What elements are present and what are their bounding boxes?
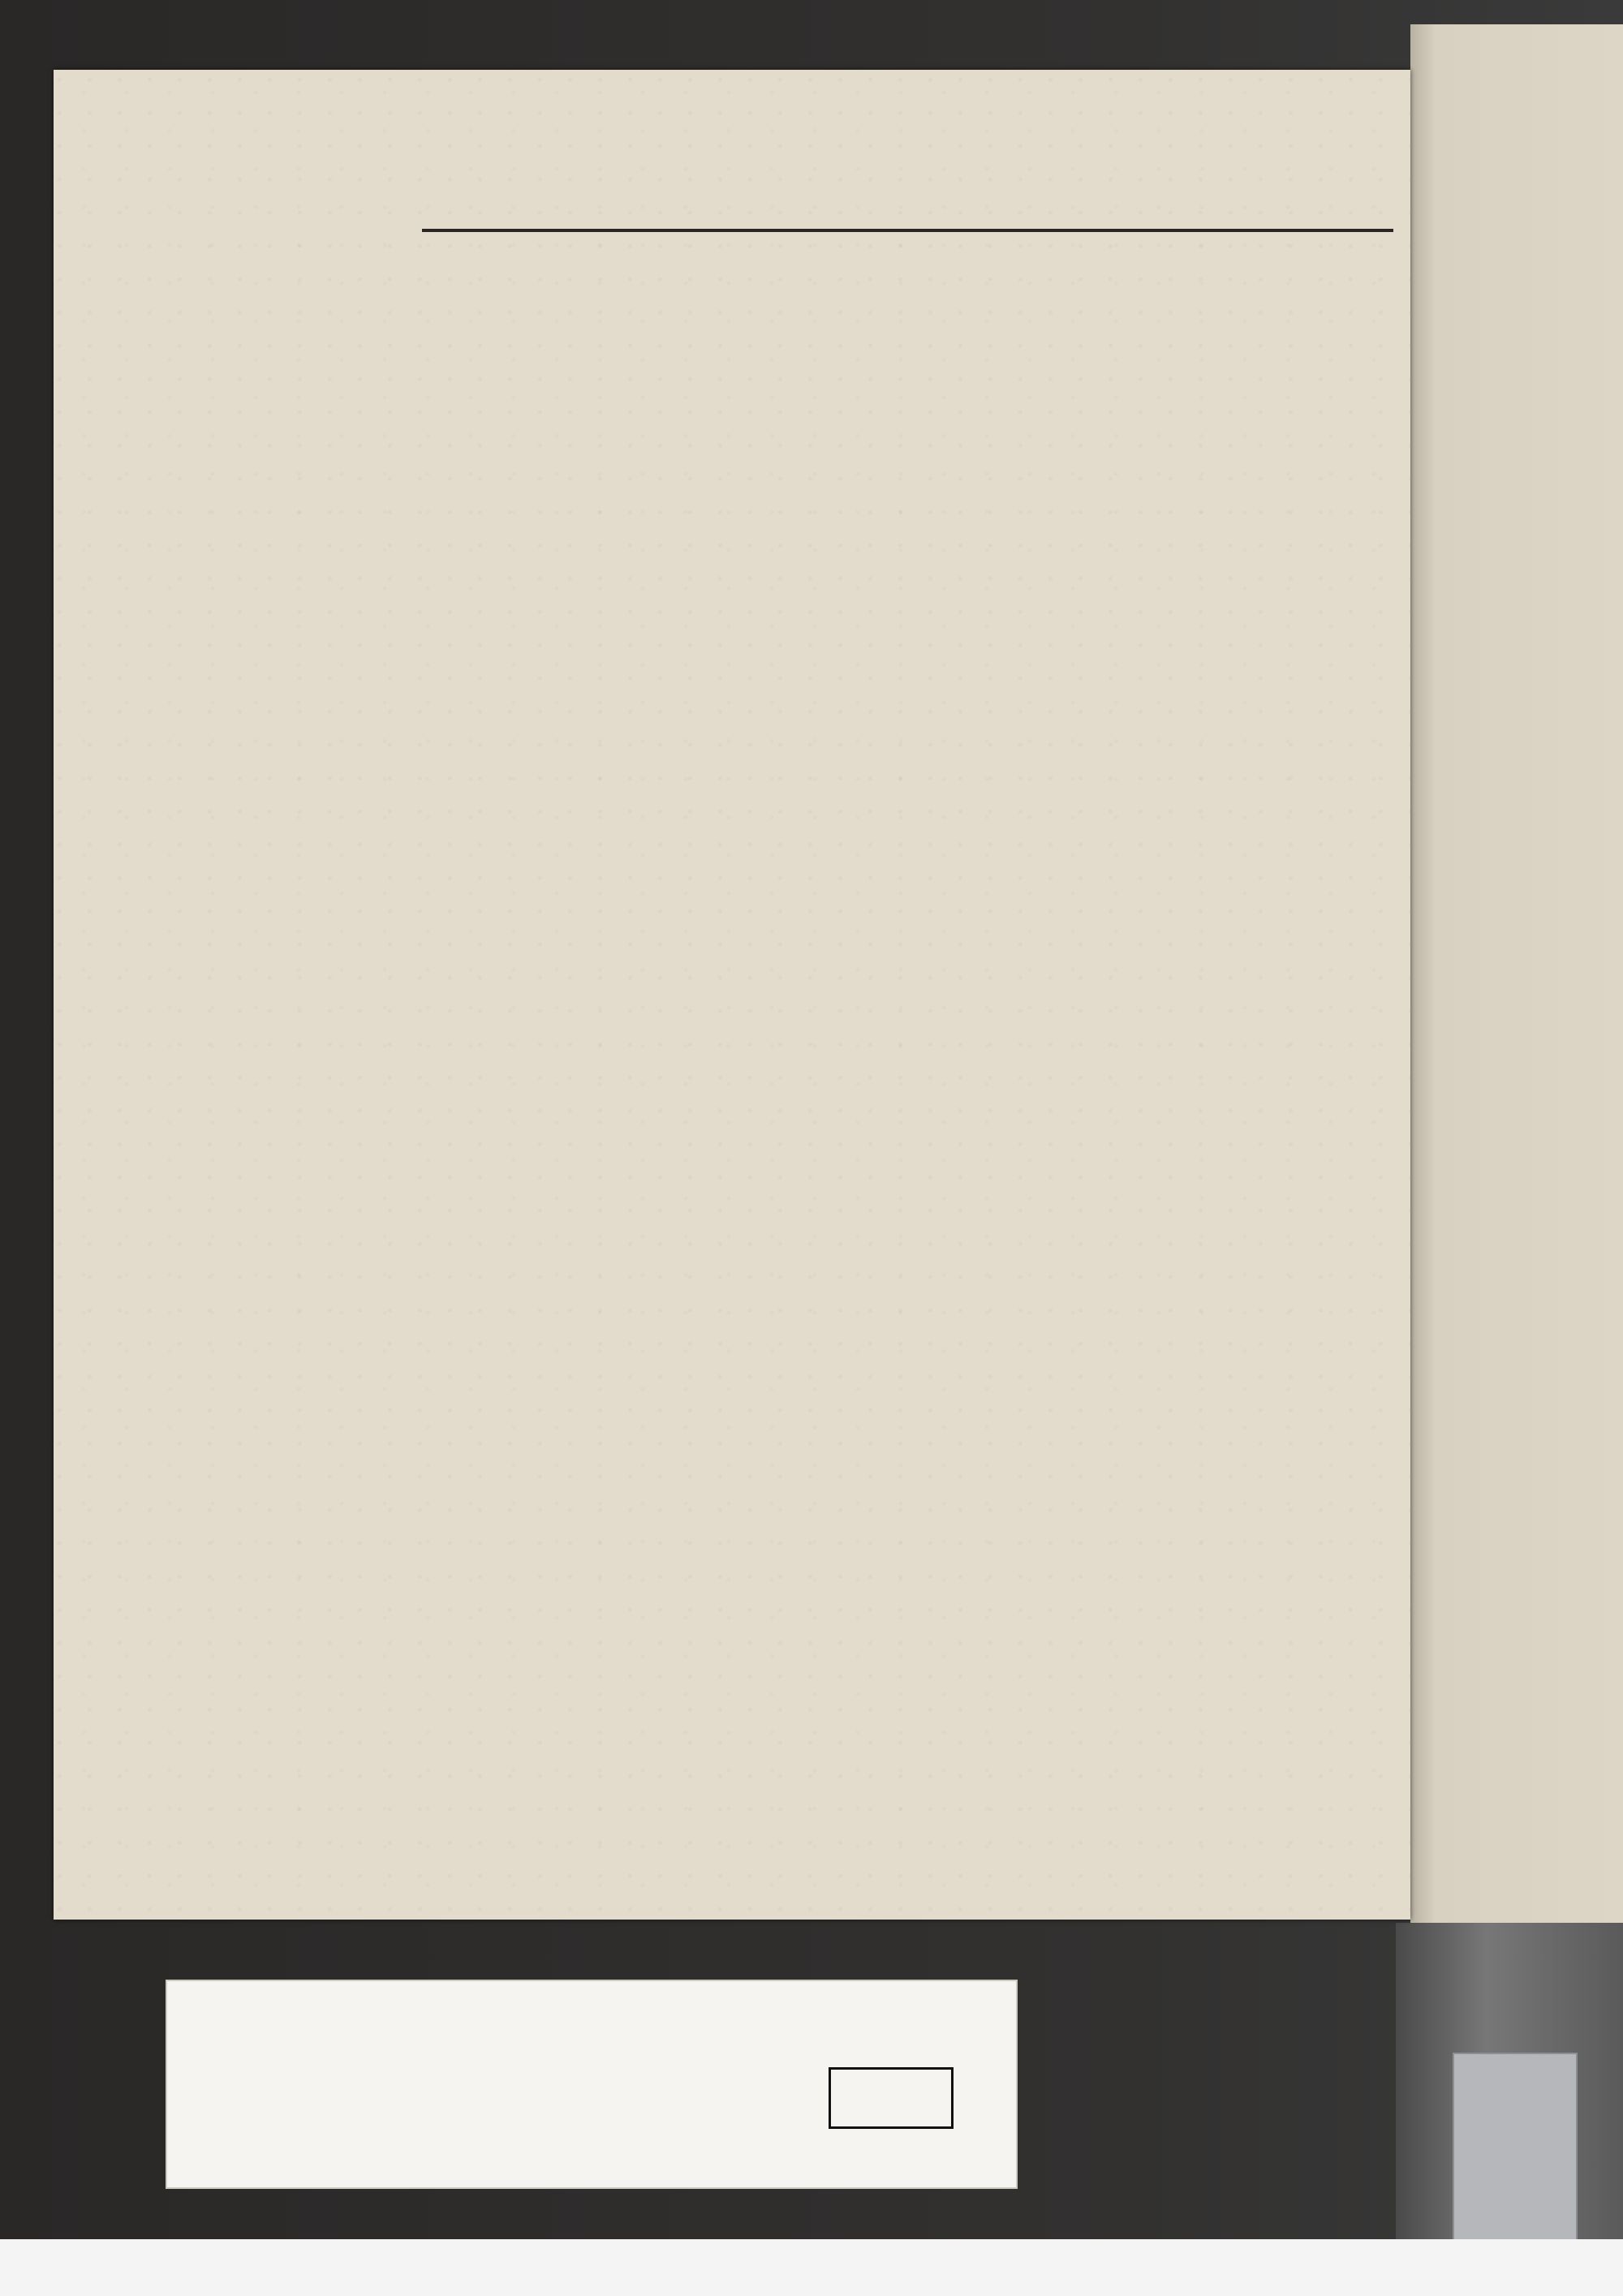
ruler-scale xyxy=(256,2070,646,2119)
barcode-icon xyxy=(5,2246,67,2290)
color-reference-card xyxy=(166,1980,1018,2189)
footer-bar xyxy=(0,2239,1623,2296)
book-clamp xyxy=(1396,1923,1623,2239)
book-page xyxy=(54,70,1410,1920)
gray-scale-swatches xyxy=(829,2067,954,2129)
header-rule xyxy=(422,229,1393,232)
facing-page xyxy=(1410,24,1623,1923)
ornamental-band xyxy=(434,454,1396,503)
